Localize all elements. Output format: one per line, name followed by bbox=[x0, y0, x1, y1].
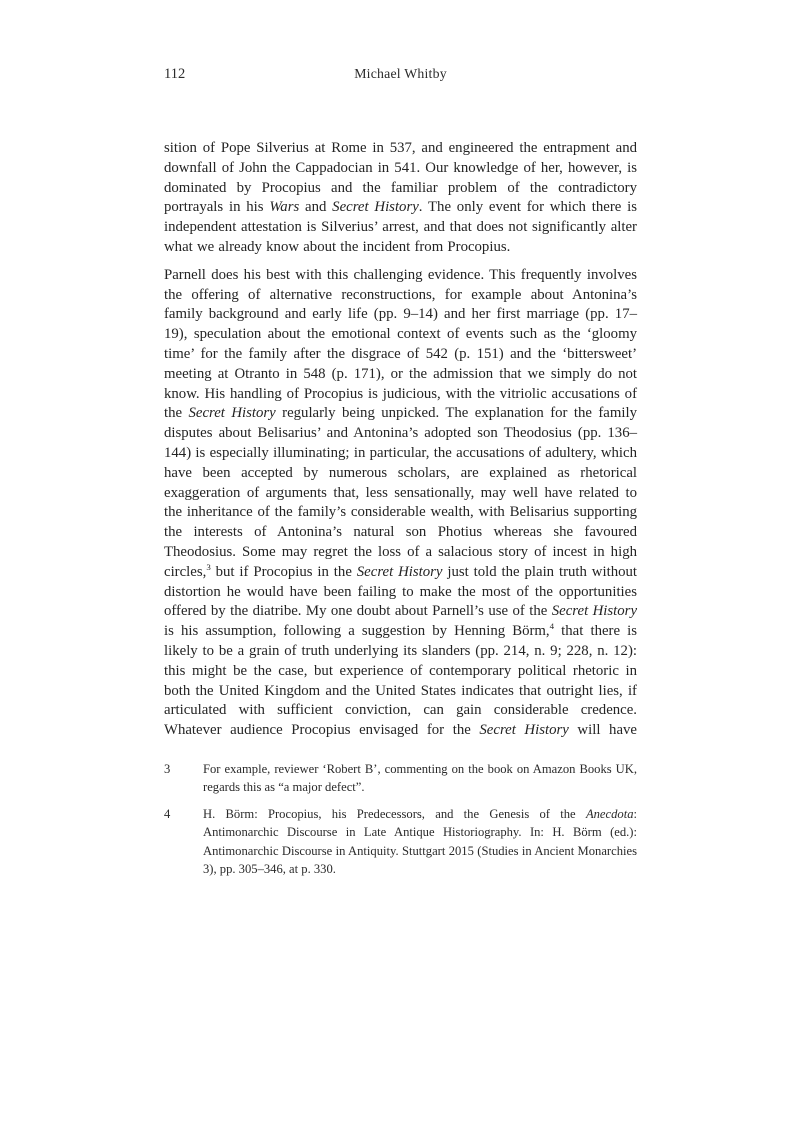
text-segment: . The only event for which there is independent attestation is Silverius’ arrest, and that does not significantly alter what we already know about the incident from Procopius. bbox=[164, 199, 637, 255]
italic-title: Secret History bbox=[188, 405, 276, 422]
text-segment: H. Börm: Procopius, his Predecessors, and the Genesis of the bbox=[203, 806, 586, 821]
text-segment: : Antimonarchic Discourse in Late Antique Historiography. In: H. Börm (ed.): Antimonarchic Discourse in Antiquity. Stuttgart 2015 (Studies in Ancient Monarchies 3), pp. 305–346, at p. 330. bbox=[203, 806, 637, 877]
italic-title: Secret History bbox=[551, 603, 638, 620]
text-segment: sition of Pope Silverius at Rome in 537, and engineered the entrapment and downfall of John the Cappadocian in 541. Our knowledge of her, however, is dominated by Procopius and the familiar problem of the contradictory portrayals in his bbox=[164, 140, 637, 216]
body-text bbox=[164, 139, 637, 741]
page-number: 112 bbox=[164, 66, 186, 82]
footnote bbox=[164, 805, 637, 879]
text-segment: For example, reviewer ‘Robert B’, commenting on the book on Amazon Books UK, regards this as “a major defect”. bbox=[203, 762, 637, 795]
footnote-reference: 3 bbox=[206, 561, 211, 572]
page-header bbox=[164, 66, 637, 86]
paragraph-continued-from-previous-page bbox=[164, 139, 637, 258]
text-segment: that there is likely to be a grain of truth underlying its slanders (pp. 214, n. 9; 228, n. 12): this might be the case, but experience of contemporary political rhetoric in both the United Kingdom and the United States indicates that outright lies, if articulated with sufficient conviction, can gain considerable credence. Whatever audience Procopius envisaged for the bbox=[164, 623, 637, 739]
footnote-number: 3 bbox=[164, 762, 171, 776]
italic-title: Secret History bbox=[356, 563, 443, 580]
italic-title: Anecdota bbox=[585, 806, 634, 821]
text-segment: regularly being unpicked. The explanation for the family disputes about Belisarius’ and Antonina’s adopted son Theodosius (pp. 136–144) is especially illuminating; in particular, the accusations of adultery, which have been accepted by numerous scholars, are explained as rhetorical exaggeration of arguments that, less sensationally, may well have related to the inheritance of the family’s considerable wealth, with Belisarius supporting the interests of Antonina’s natural son Photius whereas she favoured Theodosius. Some may regret the loss of a salacious story of incest in high circles, bbox=[164, 405, 637, 580]
text-segment: will have bbox=[568, 722, 637, 739]
text-segment: is his assumption, following a suggestion by Henning Börm, bbox=[164, 623, 550, 640]
text-segment: and bbox=[299, 199, 333, 216]
footnote bbox=[164, 760, 637, 797]
footnote-text bbox=[203, 760, 637, 797]
text-segment: just told the plain truth without distortion he would have been failing to make the most of the opportunities offered by the diatribe. My one doubt about Parnell’s use of the bbox=[164, 563, 638, 620]
footnotes-section bbox=[164, 760, 637, 886]
footnote-reference: 4 bbox=[549, 621, 555, 632]
paragraph-continues-next-page bbox=[164, 266, 637, 741]
italic-title: Secret History bbox=[332, 199, 419, 216]
italic-title: Secret History bbox=[479, 722, 569, 739]
footnote-number: 4 bbox=[164, 806, 171, 821]
text-segment: Parnell does his best with this challenging evidence. This frequently involves the offering of alternative reconstructions, for example about Antonina’s family background and early life (pp. 9–14) and her first marriage (pp. 17–19), speculation about the emotional context of events such as the ‘gloomy time’ for the family after the disgrace of 542 (p. 151) and the ‘bittersweet’ meeting at Otranto in 548 (p. 171), or the admission that we simply do not know. His handling of Procopius is judicious, with the vitriolic accusations of the bbox=[164, 266, 637, 422]
text-segment: but if Procopius in the bbox=[210, 563, 357, 580]
footnote-text bbox=[203, 805, 637, 879]
running-head: Michael Whitby bbox=[354, 66, 447, 81]
italic-title: Wars bbox=[269, 199, 300, 216]
